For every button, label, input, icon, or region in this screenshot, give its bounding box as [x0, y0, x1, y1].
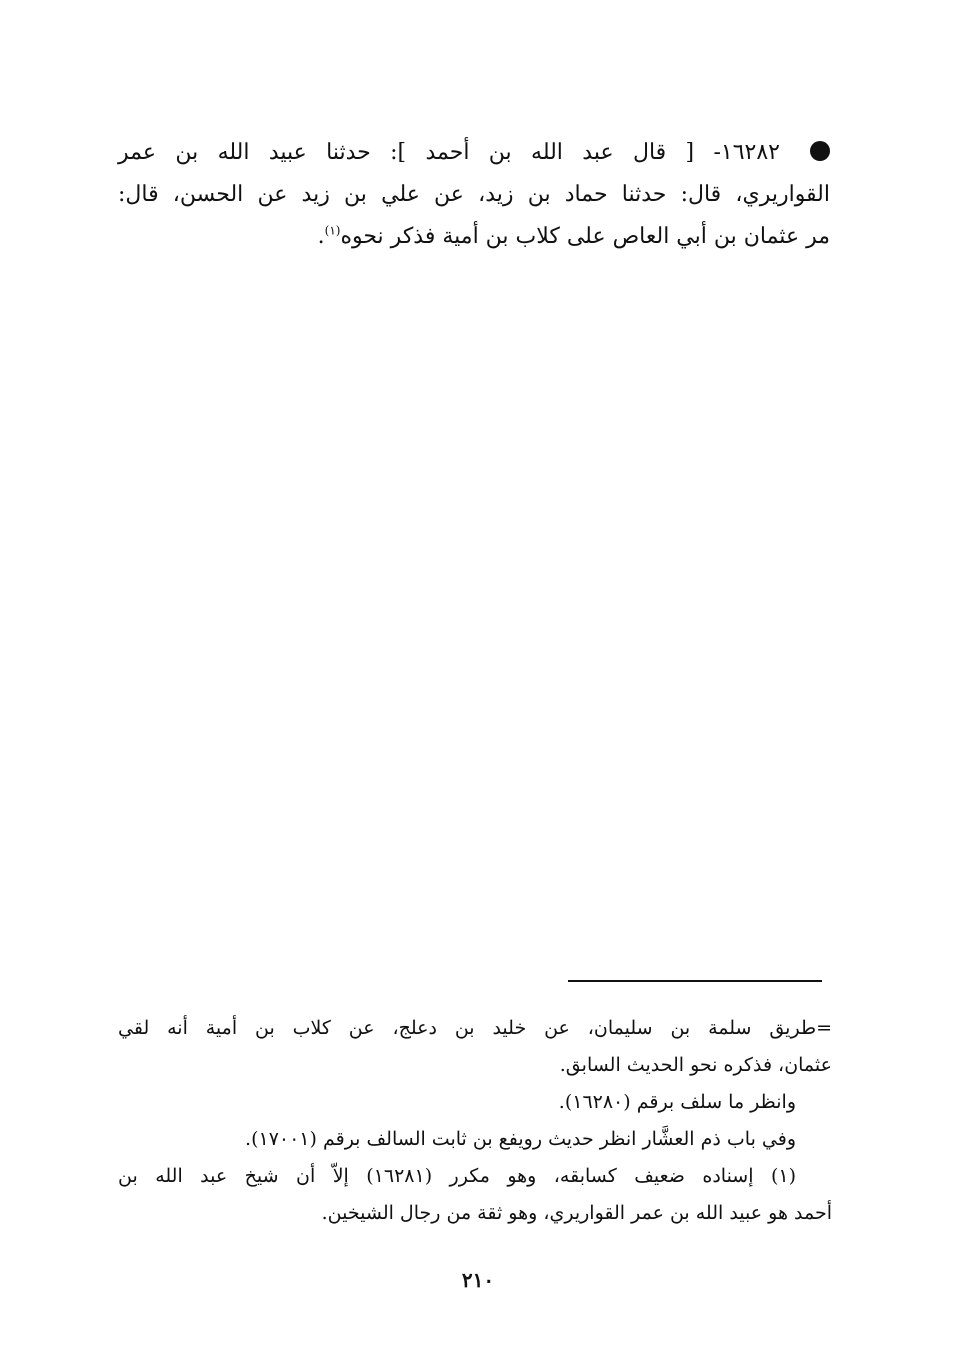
hadith-line-1 [118, 132, 830, 174]
page-number: ٢١٠ [461, 1268, 495, 1292]
hadith-line-3-end: . [317, 224, 325, 249]
footnote-line-2: عثمان، فذكره نحو الحديث السابق. [559, 1054, 832, 1076]
footnote-line-3: وانظر ما سلف برقم (١٦٢٨٠). [558, 1091, 796, 1113]
footnote-line-1: =طريق سلمة بن سليمان، عن خليد بن دعلج، عن كلاب بن أمية أنه لقي [118, 1017, 832, 1039]
hadith-line-3-text: مر عثمان بن أبي العاص على كلاب بن أمية فذكر نحوه [340, 224, 830, 249]
hadith-line-2: القواريري، قال: حدثنا حماد بن زيد، عن علي بن زيد عن الحسن، قال: [118, 182, 830, 207]
bullet-icon [810, 141, 830, 161]
footnote-reference[interactable]: (١) [324, 223, 341, 238]
footnote-line-4: وفي باب ذم العشَّار انظر حديث رويفع بن ثابت السالف برقم (١٧٠٠١). [245, 1128, 796, 1150]
hadith-line-1-text: ١٦٢٨٢- [ قال عبد الله بن أحمد ]: حدثنا عبيد الله بن عمر [118, 140, 780, 165]
footnote-line-6: أحمد هو عبيد الله بن عمر القواريري، وهو ثقة من رجال الشيخين. [321, 1202, 832, 1224]
hadith-text [118, 132, 830, 258]
footnotes [118, 1010, 832, 1232]
footnote-line-5: (١) إسناده ضعيف كسابقه، وهو مكرر (١٦٢٨١) إلاّ أن شيخ عبد الله بن [118, 1165, 796, 1187]
hadith-line-3 [118, 216, 830, 258]
footnote-separator [568, 980, 822, 982]
